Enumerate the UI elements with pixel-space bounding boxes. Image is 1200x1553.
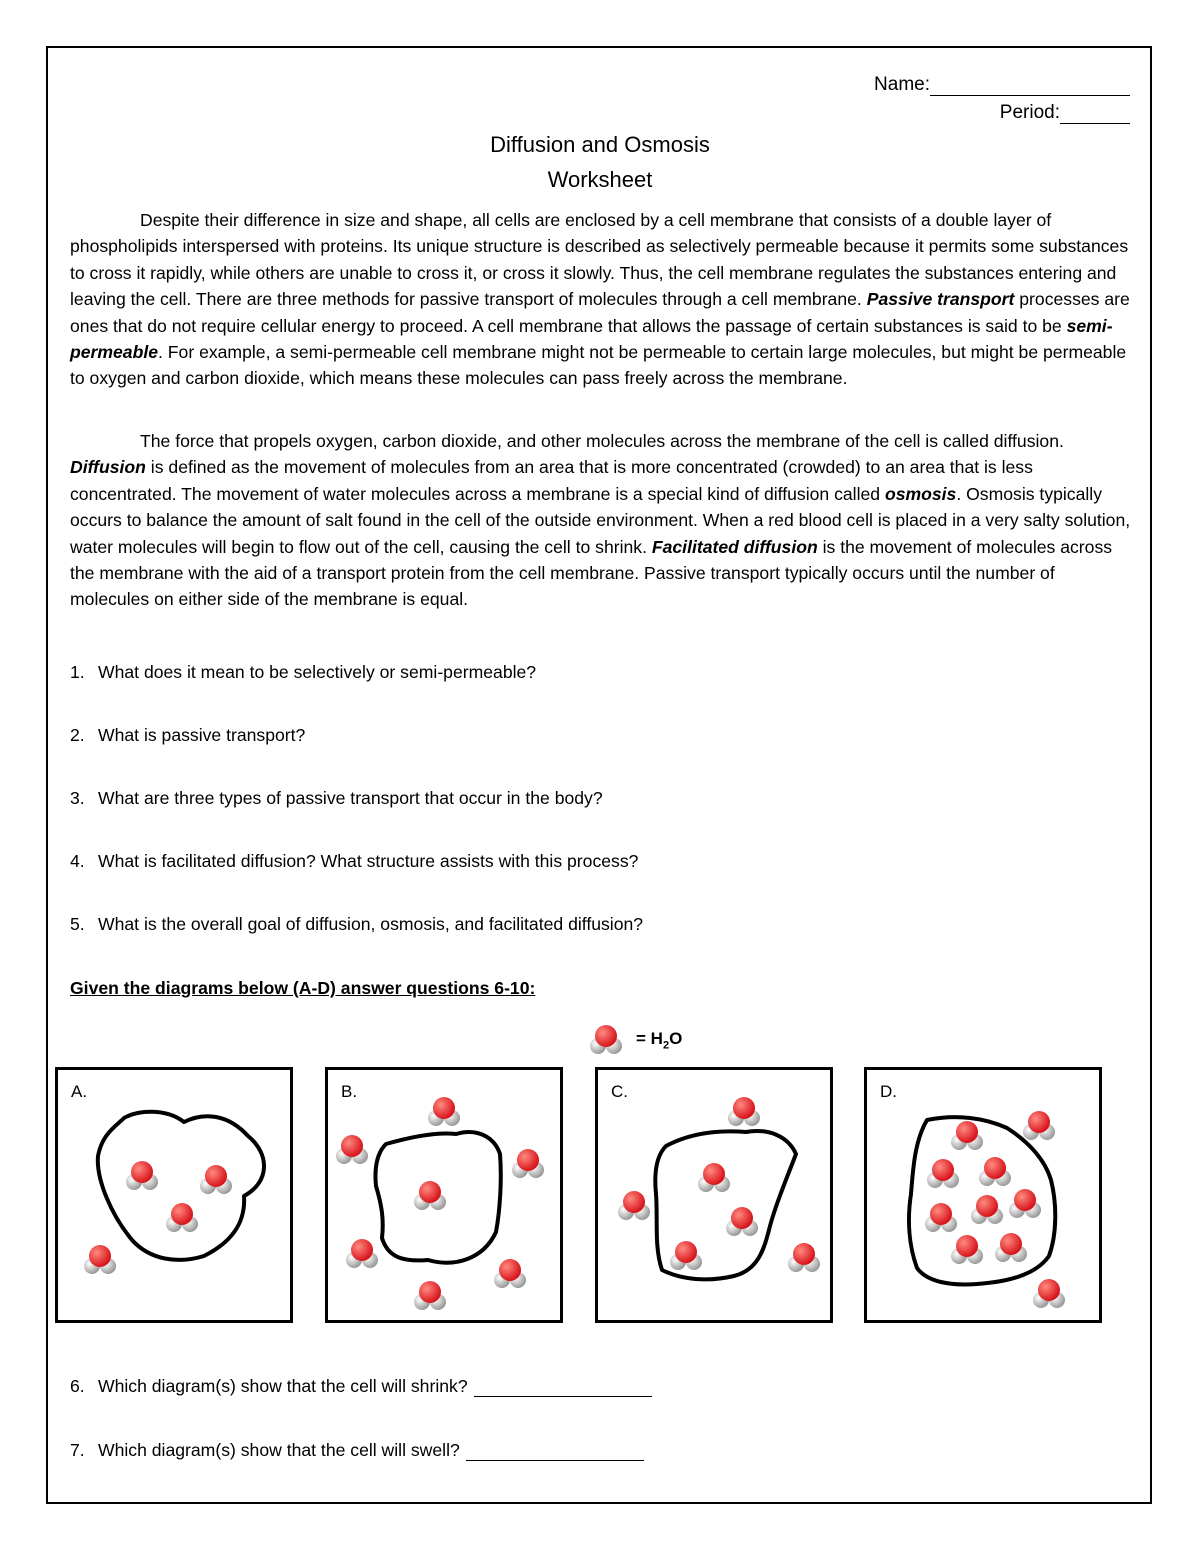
water-molecule-icon bbox=[588, 1022, 628, 1058]
question-text: Which diagram(s) show that the cell will shrink? bbox=[98, 1376, 468, 1396]
water-molecule bbox=[726, 1207, 758, 1236]
key-term: semi-permeable bbox=[70, 315, 1113, 363]
key-term: Diffusion bbox=[70, 457, 146, 478]
water-molecule bbox=[788, 1243, 820, 1272]
water-molecule bbox=[166, 1203, 198, 1232]
legend-text: = $H_2O$ bbox=[636, 1029, 683, 1052]
diagram-label: A. bbox=[71, 1082, 88, 1101]
water-molecule bbox=[200, 1165, 232, 1194]
question-number: 2. bbox=[70, 725, 85, 745]
worksheet-title: Diffusion and Osmosis bbox=[490, 132, 710, 157]
diagram-b-drawing bbox=[328, 1070, 560, 1320]
diagram-instruction: Given the diagrams below (A-D) answer questions 6-10: bbox=[70, 978, 536, 998]
answer-blank-7[interactable] bbox=[466, 1444, 644, 1461]
water-molecule bbox=[979, 1157, 1011, 1186]
water-molecule bbox=[951, 1235, 983, 1264]
diagram-c-drawing bbox=[598, 1070, 830, 1320]
diagram-a-drawing bbox=[58, 1070, 290, 1320]
question-text: What is facilitated diffusion? What structure assists with this process? bbox=[98, 851, 639, 871]
water-molecule bbox=[728, 1097, 760, 1126]
name-blank[interactable] bbox=[930, 77, 1130, 96]
question-number: 7. bbox=[70, 1440, 85, 1460]
period-field[interactable] bbox=[1000, 102, 1130, 124]
water-molecule bbox=[336, 1135, 368, 1164]
diagram-label: D. bbox=[880, 1082, 897, 1101]
paragraph-text: . For example, a semi-permeable cell membrane might not be permeable to certain large molecules, but might be permeable to oxygen and carbon dioxide, which means these molecules can pass freely across the membrane. bbox=[70, 342, 1127, 389]
water-molecule bbox=[590, 1025, 622, 1054]
water-molecule bbox=[1009, 1189, 1041, 1218]
question-6 bbox=[70, 1376, 652, 1397]
water-legend bbox=[588, 1022, 683, 1056]
question-2 bbox=[70, 725, 305, 746]
paragraph-text: Despite their difference in size and shape, all cells are enclosed by a cell membrane that consists of a double layer of phospholipids interspersed with proteins. Its unique structure is described as selectively permeable because it permits some substances to cross it rapidly, while others are unable to cross it, or cross it slowly. Thus, the cell membrane regulates the substances entering and leaving the cell. There are three methods for passive transport of molecules through a cell membrane. bbox=[70, 210, 1129, 310]
paragraph-text: is the movement of molecules across the membrane with the aid of a transport protein from the cell membrane. Passive transport typically occurs until the number of molecules on either side of the membrane is equal. bbox=[70, 536, 1113, 610]
paragraph-text: . Osmosis typically occurs to balance the amount of salt found in the cell of the outside environment. When a red blood cell is placed in a very salty solution, water molecules will begin to flow out of the cell, causing the cell to shrink. bbox=[70, 483, 1131, 557]
water-molecule bbox=[84, 1245, 116, 1274]
water-molecule bbox=[126, 1161, 158, 1190]
intro-paragraph-2 bbox=[70, 428, 1134, 613]
diagram-d-drawing bbox=[867, 1070, 1099, 1320]
question-text: What does it mean to be selectively or semi-permeable? bbox=[98, 662, 537, 682]
paragraph-text: processes are ones that do not require cellular energy to proceed. A cell membrane that allows the passage of certain substances is said to be bbox=[70, 289, 1130, 336]
question-1 bbox=[70, 662, 536, 683]
water-molecule bbox=[414, 1181, 446, 1210]
question-number: 5. bbox=[70, 914, 85, 934]
name-field[interactable] bbox=[874, 74, 1130, 96]
period-label: Period: bbox=[999, 102, 1060, 123]
worksheet-subtitle: Worksheet bbox=[547, 167, 653, 192]
water-molecule bbox=[494, 1259, 526, 1288]
question-number: 1. bbox=[70, 662, 85, 682]
question-number: 3. bbox=[70, 788, 85, 808]
answer-blank-6[interactable] bbox=[474, 1380, 652, 1397]
water-molecule bbox=[346, 1239, 378, 1268]
water-molecule bbox=[1023, 1111, 1055, 1140]
question-7 bbox=[70, 1440, 644, 1461]
key-term: Passive transport bbox=[866, 289, 1015, 310]
diagram-a bbox=[55, 1067, 293, 1323]
diagram-label: B. bbox=[341, 1082, 358, 1101]
water-molecule bbox=[618, 1191, 650, 1220]
question-4 bbox=[70, 851, 638, 872]
water-molecule bbox=[925, 1203, 957, 1232]
question-text: What is the overall goal of diffusion, osmosis, and facilitated diffusion? bbox=[98, 914, 644, 934]
water-molecule bbox=[698, 1163, 730, 1192]
question-text: Which diagram(s) show that the cell will swell? bbox=[98, 1440, 460, 1460]
diagram-b bbox=[325, 1067, 563, 1323]
name-label: Name: bbox=[874, 74, 930, 95]
water-molecule bbox=[995, 1233, 1027, 1262]
question-3 bbox=[70, 788, 603, 809]
water-molecule bbox=[951, 1121, 983, 1150]
diagram-c bbox=[595, 1067, 833, 1323]
question-number: 4. bbox=[70, 851, 85, 871]
diagram-label: C. bbox=[611, 1082, 628, 1101]
water-molecule bbox=[1033, 1279, 1065, 1308]
question-number: 6. bbox=[70, 1376, 85, 1396]
water-molecule bbox=[414, 1281, 446, 1310]
water-molecule bbox=[512, 1149, 544, 1178]
question-text: What are three types of passive transport that occur in the body? bbox=[98, 788, 603, 808]
water-molecule bbox=[971, 1195, 1003, 1224]
intro-paragraph-1 bbox=[70, 207, 1134, 392]
question-5 bbox=[70, 914, 643, 935]
water-molecule bbox=[670, 1241, 702, 1270]
water-molecule bbox=[927, 1159, 959, 1188]
cell-membrane bbox=[98, 1112, 264, 1260]
period-blank[interactable] bbox=[1060, 105, 1130, 124]
paragraph-text: The force that propels oxygen, carbon dioxide, and other molecules across the membrane of the cell is called diffusion. bbox=[140, 431, 1064, 451]
diagram-d bbox=[864, 1067, 1102, 1323]
key-term: Facilitated diffusion bbox=[651, 536, 818, 557]
paragraph-text: is defined as the movement of molecules from an area that is more concentrated (crowded) to an area that is less concentrated. The movement of water molecules across a membrane is a special kind of diffusion called bbox=[70, 457, 1033, 504]
key-term: osmosis bbox=[884, 483, 957, 504]
water-molecule bbox=[428, 1097, 460, 1126]
question-text: What is passive transport? bbox=[98, 725, 306, 745]
